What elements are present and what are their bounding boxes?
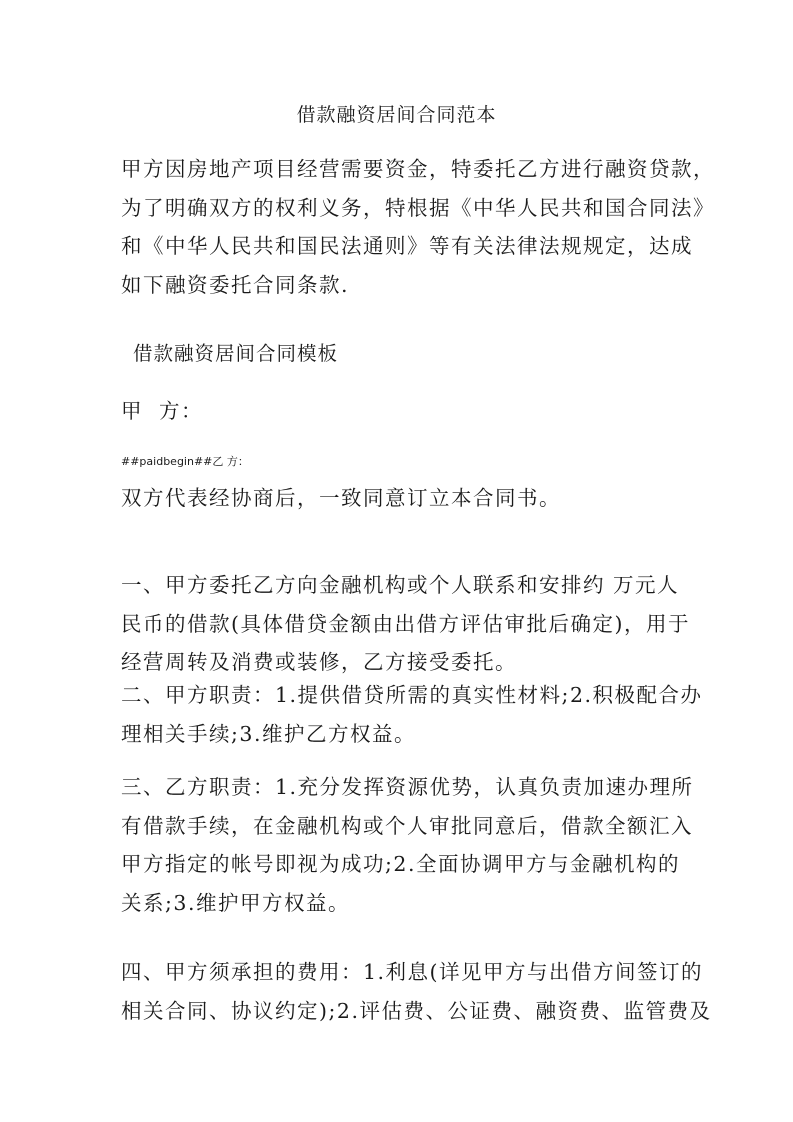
clause-1: [121, 566, 690, 682]
clause-3-line: 关系;3.维护甲方权益。: [121, 890, 350, 915]
party-a-text: 甲 方：: [121, 399, 204, 423]
clause-3-line: 甲方指定的帐号即视为成功;2.全面协调甲方与金融机构的: [121, 852, 680, 876]
clause-3-line: 有借款手续，在金融机构或个人审批同意后，借款全额汇入: [121, 813, 693, 838]
document-title: 借款融资居间合同范本: [296, 104, 497, 126]
clause-1-line: 经营周转及消费或装修，乙方接受委托。: [121, 650, 517, 674]
clause-2-line: 理相关手续;3.维护乙方权益。: [121, 721, 416, 746]
intro-line: 甲方因房地产项目经营需要资金，特委托乙方进行融资贷款，: [121, 157, 715, 181]
party-b-label: ##paidbegin##乙 方：: [121, 455, 249, 468]
clause-3-line: 三、乙方职责：1.充分发挥资源优势，认真负责加速办理所: [121, 775, 694, 799]
clause-4: [121, 953, 712, 1030]
intro-paragraph: [121, 150, 715, 304]
section-subtitle: 借款融资居间合同模板: [133, 342, 339, 365]
clause-2: [121, 676, 703, 753]
party-a-label: [121, 392, 681, 431]
intro-line: 和《中华人民共和国民法通则》等有关法律法规规定，达成: [121, 234, 693, 258]
clause-1-line: 一、甲方委托乙方向金融机构或个人联系和安排约 万元人: [121, 573, 680, 597]
clause-2-line: 二、甲方职责：1.提供借贷所需的真实性材料;2.积极配合办: [121, 683, 703, 707]
intro-line: 为了明确双方的权利义务，特根据《中华人民共和国合同法》: [121, 195, 715, 220]
clause-1-line: 民币的借款(具体借贷金额由出借方评估审批后确定)，用于: [121, 611, 690, 636]
clause-3: [121, 768, 694, 922]
clause-4-line: 相关合同、协议约定);2.评估费、公证费、融资费、监管费及: [121, 998, 712, 1023]
clause-4-line: 四、甲方须承担的费用：1.利息(详见甲方与出借方间签订的: [121, 960, 704, 984]
agreement-paragraph: 双方代表经协商后，一致同意订立本合同书。: [121, 486, 561, 510]
intro-line: 如下融资委托合同条款.: [121, 272, 350, 297]
